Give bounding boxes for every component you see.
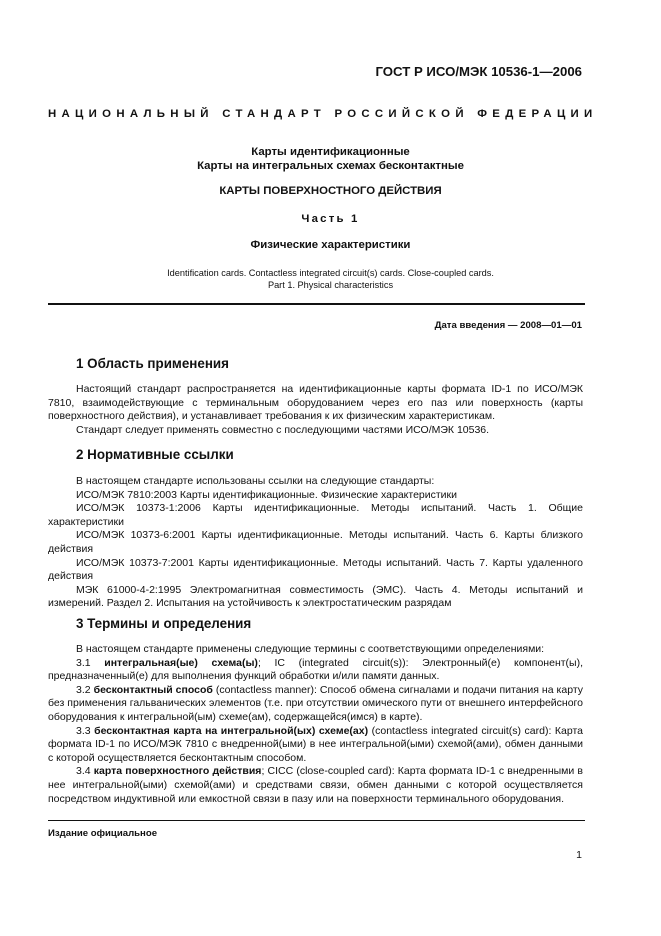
term-name: бесконтактный способ [93, 683, 213, 696]
section-2-intro: В настоящем стандарте использованы ссылки на следующие стандарты: [76, 475, 435, 487]
official-edition-label: Издание официальное [48, 828, 158, 839]
footer-divider [48, 820, 585, 821]
reference-item: ИСО/МЭК 10373-7:2001 Карты идентификационные. Методы испытаний. Часть 7. Карты удаленного действия [48, 556, 583, 583]
standard-code: ГОСТ Р ИСО/МЭК 10536-1—2006 [375, 64, 582, 79]
term-number: 3.2 [76, 683, 91, 696]
national-standard-banner: НАЦИОНАЛЬНЫЙ СТАНДАРТ РОССИЙСКОЙ ФЕДЕРАЦИИ [48, 108, 598, 120]
term-number: 3.3 [76, 724, 91, 737]
term-definition [48, 765, 583, 806]
term-text: (contactless integrated circuit(s) card): Карта формата ID-1 по ИСО/МЭК 7810 с внедренной(ыми) в нее интегральной(ыми) схемой(ами), обмен данными с которой осуществляется бесконтактным способом. [48, 724, 583, 764]
term-number: 3.4 [76, 765, 91, 778]
section-3-intro: В настоящем стандарте применены следующие термины с соответствующими определениями: [76, 643, 545, 655]
reference-item: ИСО/МЭК 10373-1:2006 Карты идентификационные. Методы испытаний. Часть 1. Общие характеристики [48, 502, 583, 528]
title-line-1: Карты идентификационные [251, 146, 410, 158]
term-text: (contactless manner): Способ обмена сигналами и подачи питания на карту без применения гальванических элементов (т.е. при отсутствии омического пути от внешнего интерфейсного оборудования к интегральной(ым) схеме(ам), содержащейся(имся) в карте). [48, 683, 584, 723]
term-definition [48, 684, 583, 725]
section-1-heading: 1 Область применения [76, 356, 229, 371]
english-title-line-1: Identification cards. Contactless integrated circuit(s) cards. Close-coupled cards. [167, 268, 494, 278]
title-divider [48, 303, 585, 305]
term-text: ; CICC (close-coupled card): Карта формата ID-1 с внедренными в нее интегральной(ыми) схемой(ами) и средствами связи, обмен данными с которой осуществляется посредством индуктивной или емкостной связи в пазу или на поверхности терминального оборудования. [48, 765, 583, 805]
term-name: бесконтактная карта на интегральной(ых) схеме(ах) [94, 724, 369, 737]
page-number: 1 [576, 849, 582, 861]
english-title-line-2: Part 1. Physical characteristics [267, 280, 394, 290]
part-label: Часть 1 [301, 213, 360, 225]
main-title: КАРТЫ ПОВЕРХНОСТНОГО ДЕЙСТВИЯ [219, 185, 442, 197]
term-definition [48, 657, 583, 684]
section-2-body [48, 475, 583, 611]
reference-item: МЭК 61000-4-2:1995 Электромагнитная совместимость (ЭМС). Часть 4. Методы испытаний и измерений. Раздел 2. Испытания на устойчивость к электростатическим разрядам [48, 583, 583, 610]
reference-item: ИСО/МЭК 7810:2003 Карты идентификационные. Физические характеристики [76, 488, 457, 501]
term-name: интегральная(ые) схема(ы) [104, 656, 258, 669]
section-2-heading: 2 Нормативные ссылки [76, 447, 234, 462]
section-1-body [48, 383, 583, 437]
section-3-heading: 3 Термины и определения [76, 616, 252, 631]
term-number: 3.1 [76, 656, 91, 669]
section-1-paragraph-2: Стандарт следует применять совместно с последующими частями ИСО/МЭК 10536. [76, 423, 490, 436]
section-1-paragraph-1: Настоящий стандарт распространяется на идентификационные карты формата ID-1 по ИСО/МЭК 7810, взаимодействующие с терминальным оборудованием через его паз или поверхность (карты поверхностного действия), и устанавливает требования к их физическим характеристикам. [48, 383, 583, 423]
term-name: карта поверхностного действия [93, 765, 262, 778]
reference-item: ИСО/МЭК 10373-6:2001 Карты идентификационные. Методы испытаний. Часть 6. Карты близкого действия [48, 529, 583, 555]
section-3-body [48, 643, 583, 806]
term-definition [48, 725, 583, 766]
term-text: ; IC (integrated circuit(s)): Электронный(е) компонент(ы), предназначенный(е) для выполнения функций обработки и/или памяти данных. [48, 656, 584, 683]
title-line-2: Карты на интегральных схемах бесконтактные [197, 160, 464, 172]
introduction-date: Дата введения — 2008—01—01 [434, 320, 582, 331]
part-title: Физические характеристики [250, 239, 411, 251]
